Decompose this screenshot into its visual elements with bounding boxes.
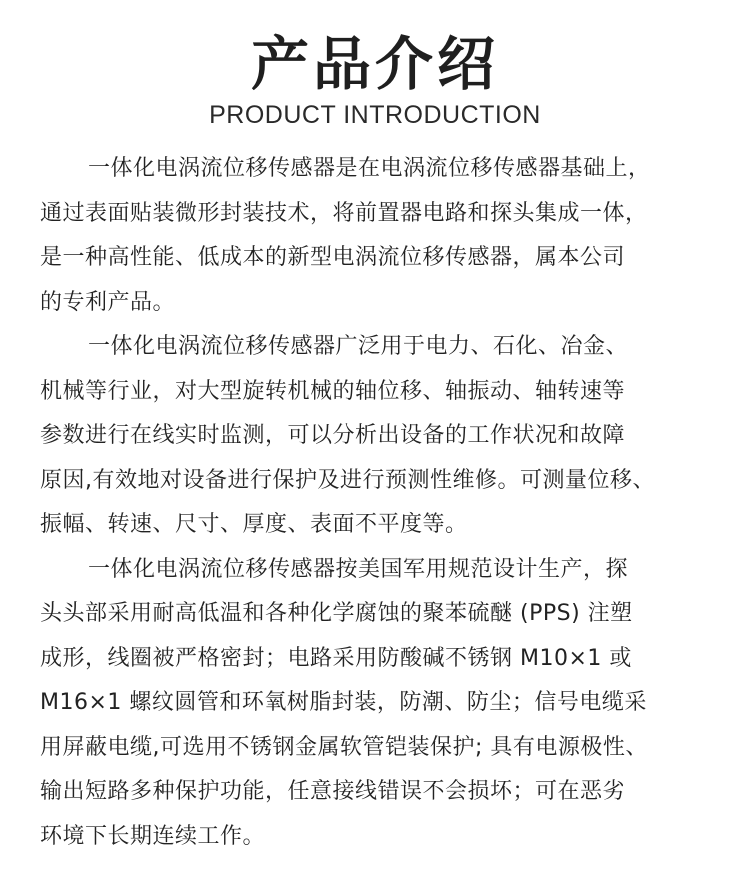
paragraph-overview [40, 147, 712, 325]
paragraph-construction [40, 548, 712, 860]
text-line: 原因,有效地对设备进行保护及进行预测性维修。可测量位移、 [40, 467, 655, 493]
text-line: 的专利产品。 [40, 289, 176, 315]
text-line: 一体化电涡流位移传感器是在电涡流位移传感器基础上， [88, 156, 651, 181]
text-line: 一体化电涡流位移传感器按美国军用规范设计生产，探 [88, 556, 629, 582]
intro-body [40, 147, 712, 859]
page-title: 产品介绍 [250, 30, 499, 98]
text-line: 用屏蔽电缆,可选用不锈钢金属软管铠装保护; 具有电源极性、 [40, 734, 648, 760]
section-header [0, 30, 750, 130]
text-line: M16×1 螺纹圆管和环氧树脂封装，防潮、防尘；信号电缆采 [40, 690, 647, 715]
paragraph-applications [40, 325, 712, 548]
text-line: 一体化电涡流位移传感器广泛用于电力、石化、冶金、 [88, 334, 629, 359]
text-line: 输出短路多种保护功能，任意接线错误不会损坏；可在恶劣 [40, 779, 626, 804]
text-line: 机械等行业，对大型旋转机械的轴位移、轴振动、轴转速等 [40, 378, 626, 404]
text-line: 头头部采用耐高低温和各种化学腐蚀的聚苯硫醚 (PPS) 注塑 [40, 601, 633, 626]
text-line: 振幅、转速、尺寸、厚度、表面不平度等。 [40, 512, 468, 537]
text-line: 成形，线圈被严格密封；电路采用防酸碱不锈钢 M10×1 或 [40, 645, 632, 671]
text-line: 通过表面贴装微形封装技术，将前置器电路和探头集成一体， [40, 200, 648, 226]
text-line: 环境下长期连续工作。 [40, 823, 266, 849]
page-subtitle: PRODUCT INTRODUCTION [209, 101, 541, 129]
text-line: 是一种高性能、低成本的新型电涡流位移传感器，属本公司 [40, 245, 626, 270]
text-line: 参数进行在线实时监测，可以分析出设备的工作状况和故障 [40, 423, 626, 448]
